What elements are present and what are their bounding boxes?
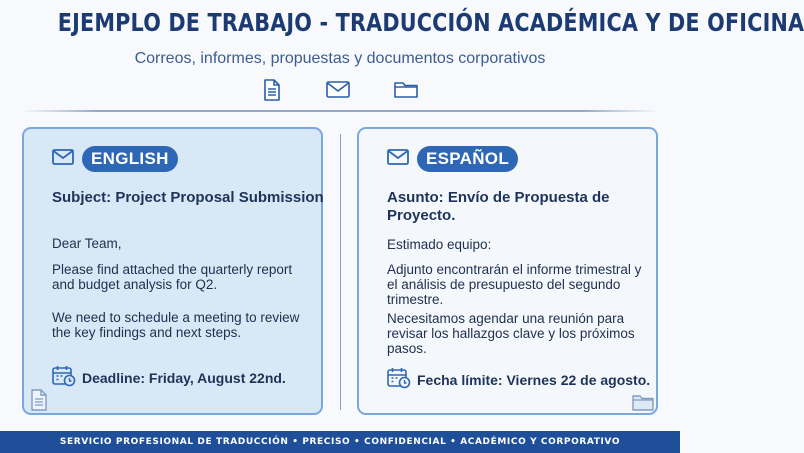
deadline-row [387, 367, 650, 393]
header-divider [22, 110, 658, 112]
spanish-panel [357, 127, 658, 415]
footer-banner: SERVICIO PROFESIONAL DE TRADUCCIÓN • PRECISO • CONFIDENCIAL • ACADÉMICO Y CORPORATIVO [0, 431, 680, 453]
email-paragraph-1: Please find attached the quarterly report and budget analysis for Q2. [52, 262, 293, 292]
folder-icon [393, 78, 419, 102]
deadline-text: Deadline: Friday, August 22nd. [82, 370, 286, 386]
language-badge: ENGLISH [82, 146, 178, 172]
envelope-icon [52, 149, 74, 169]
email-greeting: Dear Team, [52, 236, 122, 251]
email-subject: Subject: Project Proposal Submission [52, 189, 324, 206]
folder-icon [632, 393, 654, 415]
email-greeting: Estimado equipo: [387, 237, 492, 252]
calendar-clock-icon [52, 365, 76, 391]
deadline-text: Fecha límite: Viernes 22 de agosto. [417, 372, 651, 388]
english-panel [22, 127, 323, 415]
envelope-icon [325, 78, 351, 102]
header-icons [0, 78, 680, 102]
email-paragraph-2: We need to schedule a meeting to review the key findings and next steps. [52, 310, 300, 340]
email-paragraph-1: Adjunto encontrarán el informe trimestral y el análisis de presupuesto del segundo trimestre. [387, 262, 642, 307]
envelope-icon [387, 149, 409, 169]
email-subject: Asunto: Envío de Propuesta de Proyecto. [387, 189, 610, 224]
deadline-row [52, 365, 315, 391]
document-icon [261, 78, 283, 102]
english-heading [52, 146, 178, 172]
page-subtitle: Correos, informes, propuestas y documentos corporativos [134, 50, 546, 67]
document-icon [30, 389, 48, 415]
calendar-clock-icon [387, 367, 411, 393]
spanish-heading [387, 146, 518, 172]
email-paragraph-2: Necesitamos agendar una reunión para revisar los hallazgos clave y los próximos pasos. [387, 311, 635, 356]
center-divider [340, 134, 341, 410]
language-badge: ESPAÑOL [417, 146, 518, 172]
page-title: EJEMPLO DE TRABAJO - TRADUCCIÓN ACADÉMICA Y DE OFICINA [57, 8, 804, 37]
